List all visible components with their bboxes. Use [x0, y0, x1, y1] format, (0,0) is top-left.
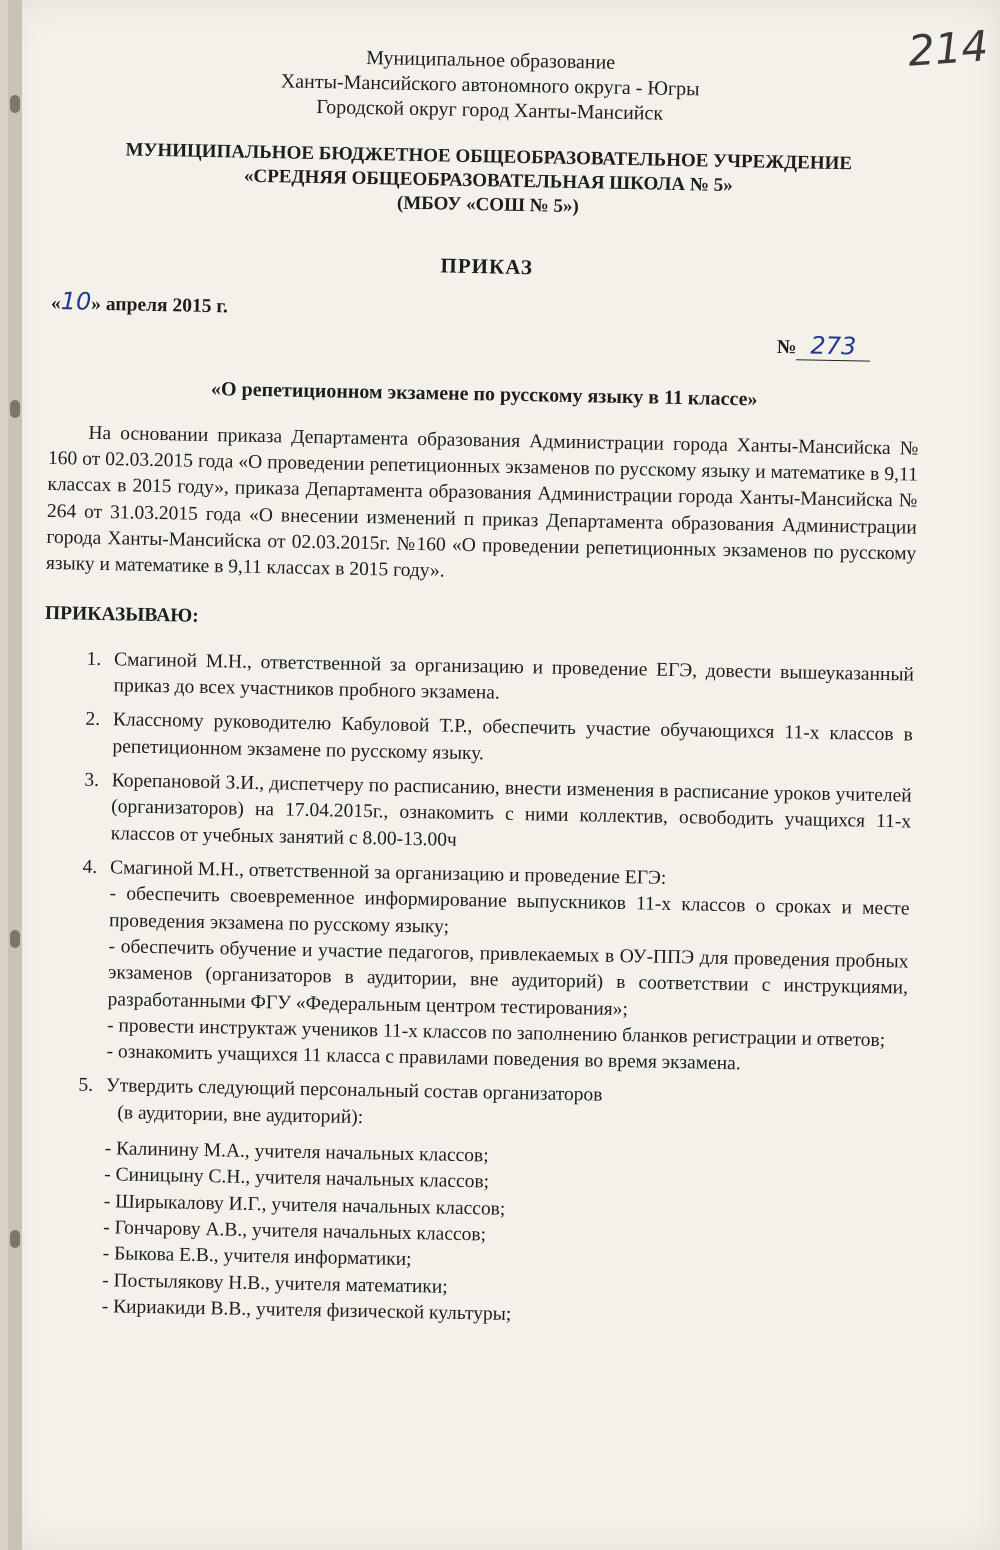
order-item	[104, 707, 913, 775]
document-type-title: ПРИКАЗ	[440, 253, 534, 280]
order-item	[93, 1073, 906, 1335]
item-text: Классному руководителю Кабуловой Т.Р., обеспечить участие обучающихся 11-х классов в репетиционном экзамене по русскому языку.	[112, 709, 914, 765]
number-prefix: №	[776, 336, 797, 358]
staff-entry: - Ширыкалову И.Г., учителя начальных классов;	[103, 1190, 506, 1220]
sub-item: - ознакомить учащихся 11 класса с правилами поведения во время экзамена.	[106, 1041, 741, 1075]
document-page	[8, 0, 1000, 1550]
order-items-list	[31, 646, 914, 1336]
sub-item: - обеспечить обучение и участие педагогов, привлекаемых в ОУ-ППЭ для проведения пробных экзаменов (организаторов в аудитории, вне аудиторий) в соответствии с инструкциями, разработанными ФГУ «Федеральным центром тестирования»;	[107, 936, 909, 1020]
sub-item: - провести инструктаж учеников 11-х классов по заполнению бланков регистрации и ответов;	[106, 1015, 886, 1051]
staff-entry: - Синицыну С.Н., учителя начальных классов;	[104, 1164, 490, 1193]
staff-entry: - Калинину М.А., учителя начальных классов;	[104, 1138, 489, 1167]
date-text: » апреля 2015 г.	[91, 293, 229, 317]
order-item	[98, 855, 910, 1081]
staff-list	[101, 1136, 904, 1336]
order-word: ПРИКАЗЫВАЮ:	[44, 603, 199, 628]
municipality-header	[55, 40, 926, 132]
handwritten-page-number: 214	[906, 21, 990, 76]
org-line: МУНИЦИПАЛЬНОЕ БЮДЖЕТНОЕ ОБЩЕОБРАЗОВАТЕЛЬНОЕ УЧРЕЖДЕНИЕ	[125, 139, 853, 175]
item-text: Корепановой З.И., диспетчеру по расписанию, внести изменения в расписание уроков учителей (организаторов) на 17.04.2015г., ознакомить с ними коллектив, освободить учащихся 11-х классов от учебных занятий с 8.00-13.00ч	[110, 770, 912, 851]
org-line: (МБОУ «СОШ № 5»)	[396, 192, 580, 217]
document-body	[31, 40, 926, 1344]
organization-header	[53, 137, 924, 225]
punch-hole	[10, 1230, 20, 1248]
item-text: 5. Утвердить следующий персональный состав организаторов	[105, 1075, 603, 1107]
staff-entry: - Гончарову А.В., учителя начальных классов;	[103, 1217, 487, 1246]
basis-paragraph: На основании приказа Департамента образования Администрации города Ханты-Мансийска № 160 от 02.03.2015 года «О проведении репетиционных экзаменов по русскому языку и математике в 9,11 классах в 2015 году», приказа Департамента образования Администрации города Ханты-Мансийска № 264 от 31.03.2015 года «О внесении изменений п приказ Департамента образования Администрации города Ханты-Мансийска от 02.03.2015г. №160 «О проведении репетиционных экзаменов по русскому языку и математике в 9,11 классах в 2015 году».	[45, 422, 919, 582]
order-item	[103, 768, 912, 862]
punch-hole	[10, 95, 20, 113]
order-subject: «О репетиционном экзамене по русскому языку в 11 классе»	[210, 377, 758, 411]
punch-hole	[10, 400, 20, 418]
organizers-note: (в аудитории, вне аудиторий):	[117, 1102, 364, 1128]
order-item	[105, 647, 914, 715]
item-text: 4. Смагиной М.Н., ответственной за организацию и проведение ЕГЭ:	[109, 857, 667, 889]
item-text: Смагиной М.Н., ответственной за организацию и проведение ЕГЭ, довести вышеуказанный приказ до всех участников пробного экзамена.	[113, 649, 915, 704]
date-number-row	[50, 285, 921, 361]
handwritten-day: 10	[60, 286, 92, 316]
municipality-line: Ханты-Мансийского автономного округа - Югры	[280, 70, 700, 101]
org-line: «СРЕДНЯЯ ОБЩЕОБРАЗОВАТЕЛЬНАЯ ШКОЛА № 5»	[243, 165, 733, 196]
municipality-line: Муниципальное образование	[366, 46, 616, 74]
staff-entry: - Постылякову Н.В., учителя математики;	[101, 1269, 448, 1298]
sub-item: - обеспечить своевременное информирование выпускников 11-х классов о сроках и месте проведения экзамена по русскому языку;	[108, 883, 910, 938]
staff-entry: - Кириакиди В.В., учителя физической культуры;	[101, 1296, 512, 1325]
handwritten-number: 273	[796, 331, 870, 361]
municipality-line: Городской округ город Ханты-Мансийск	[316, 96, 664, 125]
binder-edge	[8, 0, 22, 1550]
date-open-quote: «	[50, 292, 61, 314]
order-number	[777, 328, 871, 362]
punch-hole	[10, 930, 20, 948]
staff-entry: - Быкова Е.В., учителя информатики;	[102, 1243, 412, 1271]
